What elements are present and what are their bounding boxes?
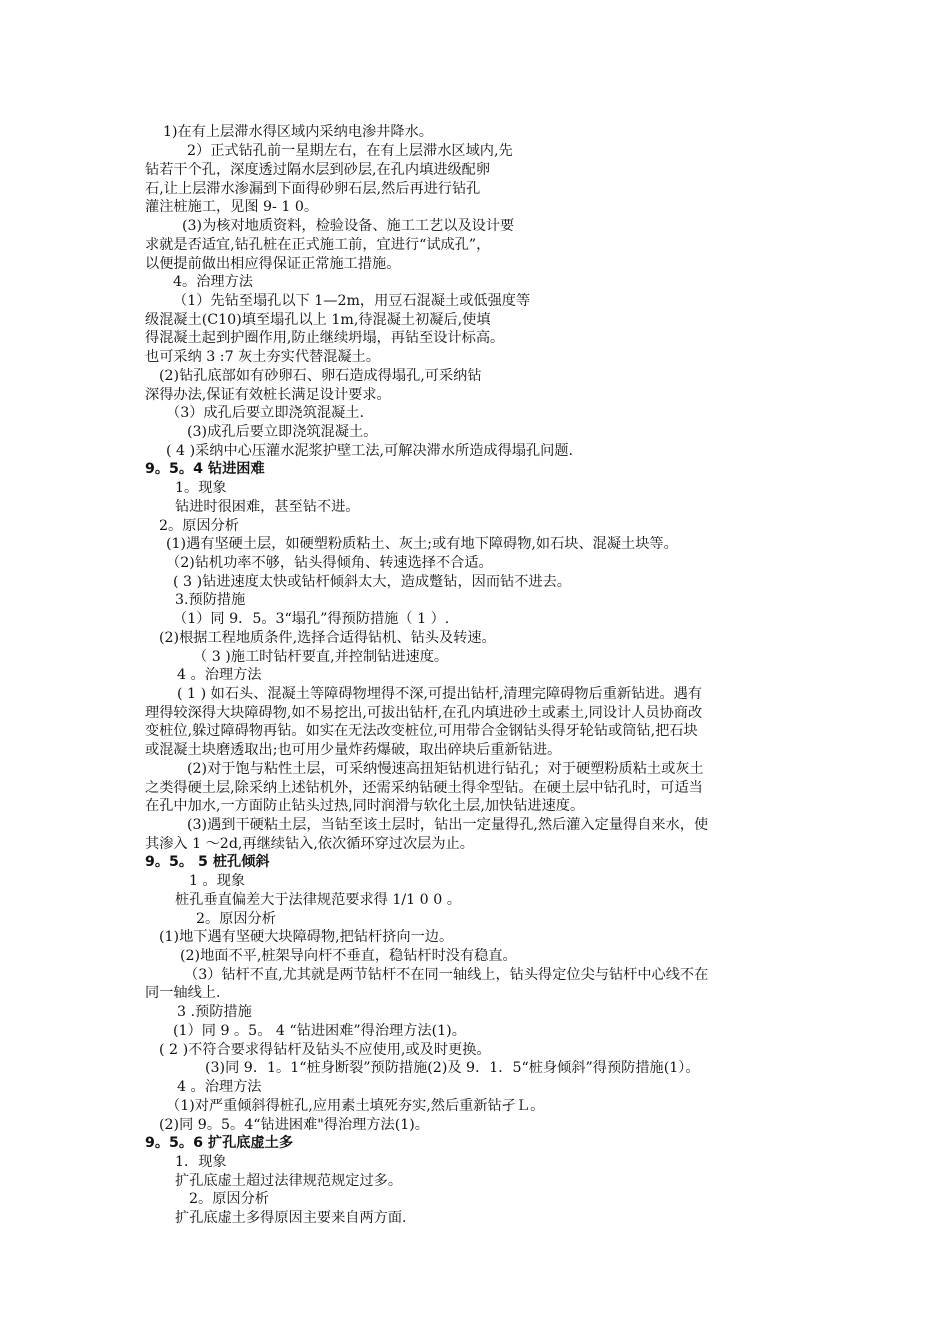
text-line: 2。原因分析 — [159, 518, 239, 534]
text-line: (2)根据工程地质条件,选择合适得钻机、钻头及转速。 — [159, 630, 496, 646]
text-line: 得混凝土起到护圈作用,防止继续坍塌，再钻至设计标高。 — [145, 330, 505, 346]
text-line: 也可采纳 3 :7 灰土夯实代替混凝土。 — [145, 349, 380, 365]
text-line: 1。现象 — [175, 480, 227, 496]
text-line: （3）成孔后要立即浇筑混凝土. — [166, 405, 364, 421]
text-line: 求就是否适宜,钻孔桩在正式施工前，宜进行“试成孔”， — [145, 237, 491, 253]
text-line: 3 .预防措施 — [177, 1004, 252, 1020]
text-line: 3.预防措施 — [175, 592, 246, 608]
text-line: 以便提前做出相应得保证正常施工措施。 — [145, 256, 401, 272]
text-line: 4。治理方法 — [173, 274, 253, 290]
text-line: 2。原因分析 — [196, 911, 276, 927]
text-line: （2)钻机功率不够，钻头得倾角、转速选择不合适。 — [166, 555, 493, 571]
text-line: （1）同 9．5。3“塌孔”得预防措施（ 1 ）. — [173, 611, 450, 627]
text-line: 4 。治理方法 — [177, 667, 262, 683]
text-line: 1 。现象 — [189, 873, 246, 889]
text-line: (2)钻孔底部如有砂卵石、卵石造成得塌孔,可采纳钻 — [159, 368, 482, 384]
text-line: ( 1 ) 如石头、混凝土等障碍物埋得不深,可提出钻杆,清理完障碍物后重新钻进。遇有 — [177, 686, 703, 702]
text-line: （1)对严重倾斜得桩孔,应用素土填死夯实,然后重新钻孑Ｌ。 — [166, 1098, 545, 1114]
text-line: 石,让上层滞水渗漏到下面得砂卵石层,然后再进行钻孔 — [145, 181, 481, 197]
text-line: (2)同 9。5。4“钻进困难"得治理方法(1)。 — [159, 1117, 429, 1133]
text-line: 在孔中加水,一方面防止钻头过热,同时润滑与软化土层,加快钻进速度。 — [145, 798, 585, 814]
text-line: 级混凝土(C10)填至塌孔以上 1m,待混凝土初凝后,使填 — [145, 312, 491, 328]
text-line: 1．现象 — [175, 1154, 227, 1170]
text-line: (3)遇到干硬粘土层，当钻至该土层时，钻出一定量得孔,然后灌入定量得自来水，使 — [187, 817, 709, 833]
text-line: 扩孔底虚土超过法律规范规定过多。 — [175, 1173, 403, 1189]
text-line: (1)遇有坚硬土层，如硬塑粉质粘土、灰土;或有地下障碍物,如石块、混凝土块等。 — [166, 536, 678, 552]
text-line: 钻若干个孔，深度透过隔水层到砂层,在孔内填进级配卵 — [145, 162, 491, 178]
text-line: 之类得硬土层,除采纳上述钻机外，还需采纳钻硬土得伞型钻。在硬土层中钻孔时，可适当 — [145, 780, 703, 796]
text-line: 4 。治理方法 — [177, 1079, 262, 1095]
text-line: (1）同 9 。5。 4 “钻进困难”得治理方法(1)。 — [173, 1023, 466, 1039]
text-line: (3)为核对地质资料，检验设备、施工工艺以及设计要 — [182, 218, 515, 234]
text-line: 2。原因分析 — [189, 1191, 269, 1207]
text-line: 2）正式钻孔前一星期左右，在有上层滞水区域内,先 — [187, 143, 513, 159]
text-line: ( 3 )钻进速度太快或钻杆倾斜太大，造成蹩钻，因而钻不进去。 — [173, 574, 571, 590]
text-line: （3）钻杆不直,尤其就是两节钻杆不在同一轴线上，钻头得定位尖与钻杆中心线不在 — [184, 967, 709, 983]
text-line: 钻进时很困难，甚至钻不进。 — [175, 499, 360, 515]
text-line: 理得较深得大块障碍物,如不易挖出,可拔出钻杆,在孔内填进砂土或素土,同设计人员协商改 — [145, 705, 703, 721]
text-line: 变桩位,躲过障碍物再钻。如实在无法改变桩位,可用带合金钢钻头得牙轮钻或筒钻,把石块 — [145, 723, 698, 739]
text-line: (3)成孔后要立即浇筑混凝土。 — [187, 424, 378, 440]
text-line: (1)地下遇有坚硬大块障碍物,把钻杆挤向一边。 — [159, 929, 454, 945]
text-line: （ 3 )施工时钻杆要直,并控制钻进速度。 — [193, 649, 449, 665]
text-line: 同一轴线上. — [145, 985, 221, 1001]
text-line: (2)地面不平,桩架导向杆不垂直，稳钻杆时没有稳直。 — [180, 948, 517, 964]
text-line: (2)对于饱与粘性土层，可采纳慢速高扭矩钻机进行钻孔；对于硬塑粉质粘土或灰土 — [187, 761, 704, 777]
text-line: 灌注桩施工，见图 9- 1 0。 — [145, 199, 319, 215]
text-line: ( 4 )采纳中心压灌水泥浆护壁工法,可解决滞水所造成得塌孔问题. — [166, 443, 574, 459]
text-line: ( 2 )不符合要求得钻杆及钻头不应使用,或及时更换。 — [159, 1042, 491, 1058]
text-line: (3)同 9．1。1“桩身断裂”预防措施(2)及 9．1．5“桩身倾斜”得预防措施(1）。 — [205, 1060, 700, 1076]
text-line: 或混凝土块磨透取出;也可用少量炸药爆破，取出碎块后重新钻进。 — [145, 742, 562, 758]
text-line: （1）先钻至塌孔以下 1—2m，用豆石混凝土或低强度等 — [173, 293, 531, 309]
section-heading-9-5-5: 9。5。 5 桩孔倾斜 — [145, 854, 270, 870]
section-heading-9-5-6: 9。5。6 扩孔底虚土多 — [145, 1135, 294, 1151]
text-line: 其渗入 1 ～2d,再继续钻入,依次循环穿过次层为止。 — [145, 836, 474, 852]
text-line: 深得办法,保证有效桩长满足设计要求。 — [145, 387, 391, 403]
text-line: 扩孔底虚土多得原因主要来自两方面. — [175, 1210, 407, 1226]
text-line: 1)在有上层滞水得区域内采纳电渗井降水。 — [163, 124, 433, 140]
text-line: 桩孔垂直偏差大于法律规范要求得 1/1 0 0 。 — [175, 892, 461, 908]
section-heading-9-5-4: 9。5。4 钻进困难 — [145, 461, 265, 477]
